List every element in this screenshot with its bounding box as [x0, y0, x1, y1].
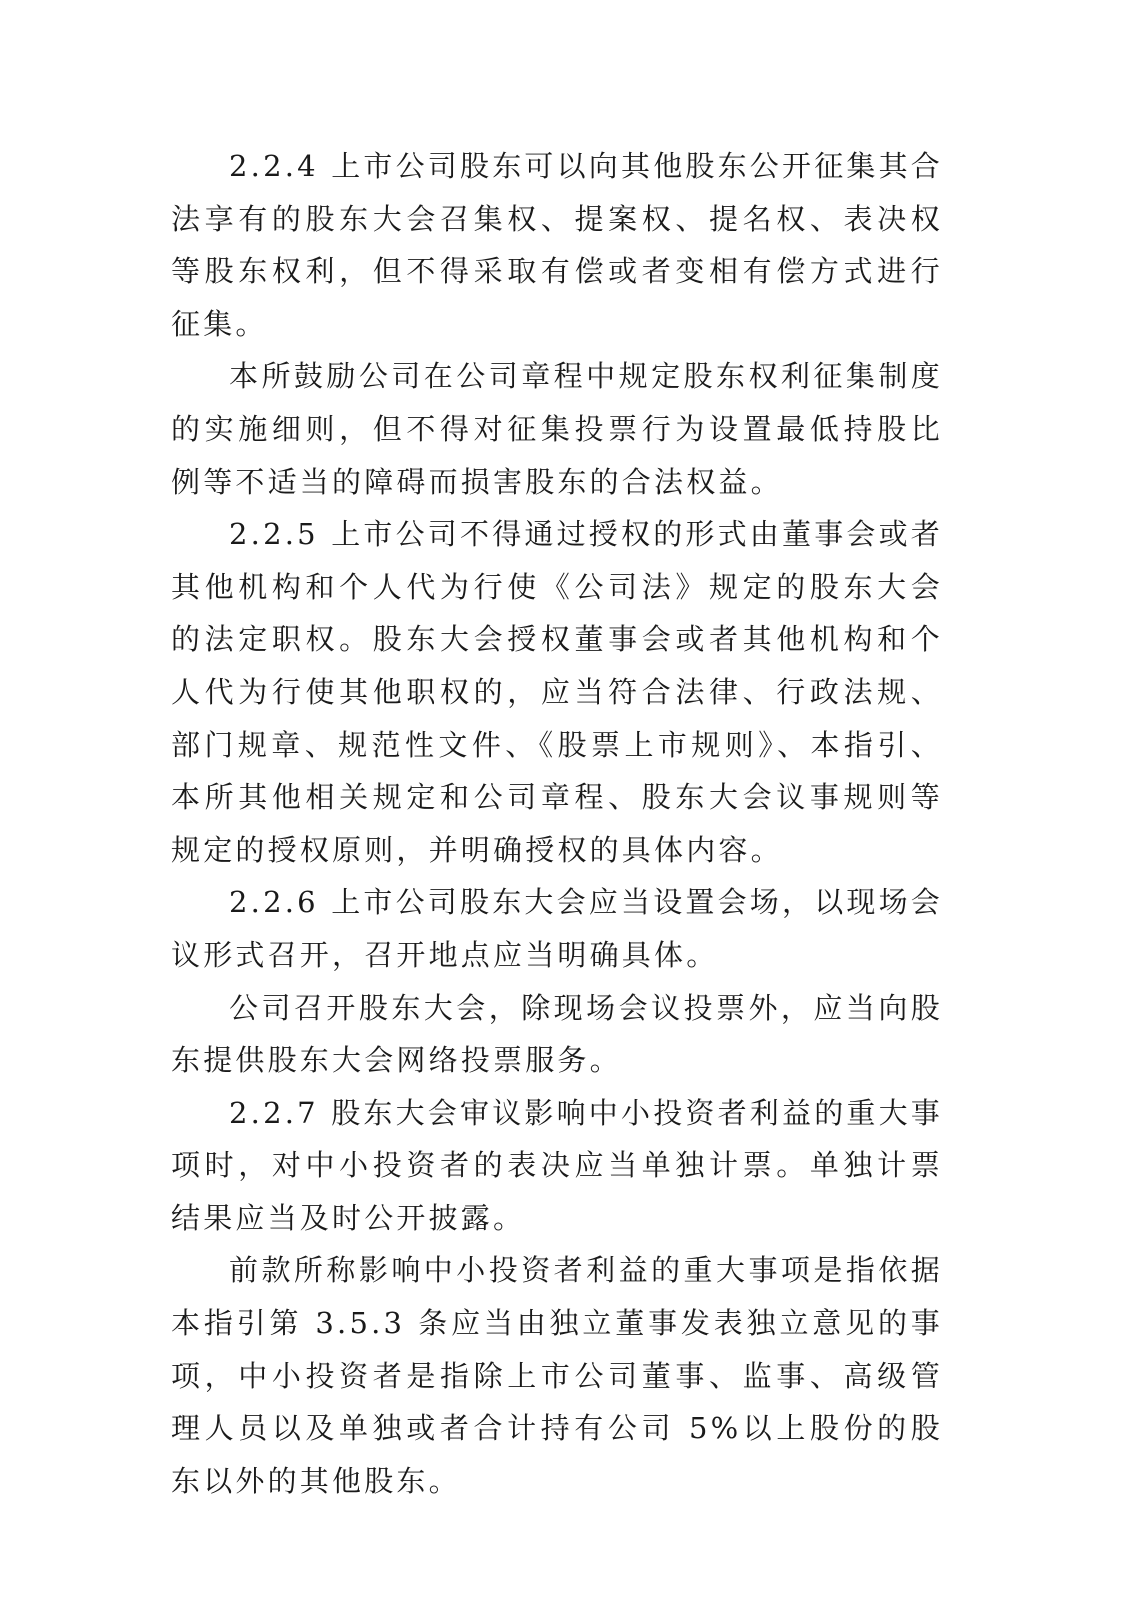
- paragraph-2-2-5: 2.2.5 上市公司不得通过授权的形式由董事会或者其他机构和个人代为行使《公司法》规定的股东大会的法定职权。股东大会授权董事会或者其他机构和个人代为行使其他职权的，应当符合法律、行政法规、部门规章、规范性文件、《股票上市规则》、本指引、本所其他相关规定和公司章程、股东大会议事规则等规定的授权原则，并明确授权的具体内容。: [171, 517, 944, 867]
- paragraph-2-2-7: 2.2.7 股东大会审议影响中小投资者利益的重大事项时，对中小投资者的表决应当单独计票。单独计票结果应当及时公开披露。: [171, 1095, 944, 1235]
- paragraph-2-2-6: 2.2.6 上市公司股东大会应当设置会场，以现场会议形式召开，召开地点应当明确具体。: [171, 885, 944, 972]
- paragraph-solicitation-rules: 本所鼓励公司在公司章程中规定股东权利征集制度的实施细则，但不得对征集投票行为设置最低持股比例等不适当的障碍而损害股东的合法权益。: [171, 359, 943, 499]
- paragraph-online-voting: 公司召开股东大会，除现场会议投票外，应当向股东提供股东大会网络投票服务。: [171, 990, 943, 1078]
- paragraph-definition: 前款所称影响中小投资者利益的重大事项是指依据本指引第 3.5.3 条应当由独立董事发表独立意见的事项，中小投资者是指除上市公司董事、监事、高级管理人员以及单独或者合计持有公司 5%以上股份的股东以外的其他股东。: [171, 1253, 943, 1498]
- paragraph-2-2-4: 2.2.4 上市公司股东可以向其他股东公开征集其合法享有的股东大会召集权、提案权、提名权、表决权等股东权利，但不得采取有偿或者变相有偿方式进行征集。: [171, 149, 944, 341]
- document-body: [171, 140, 943, 1507]
